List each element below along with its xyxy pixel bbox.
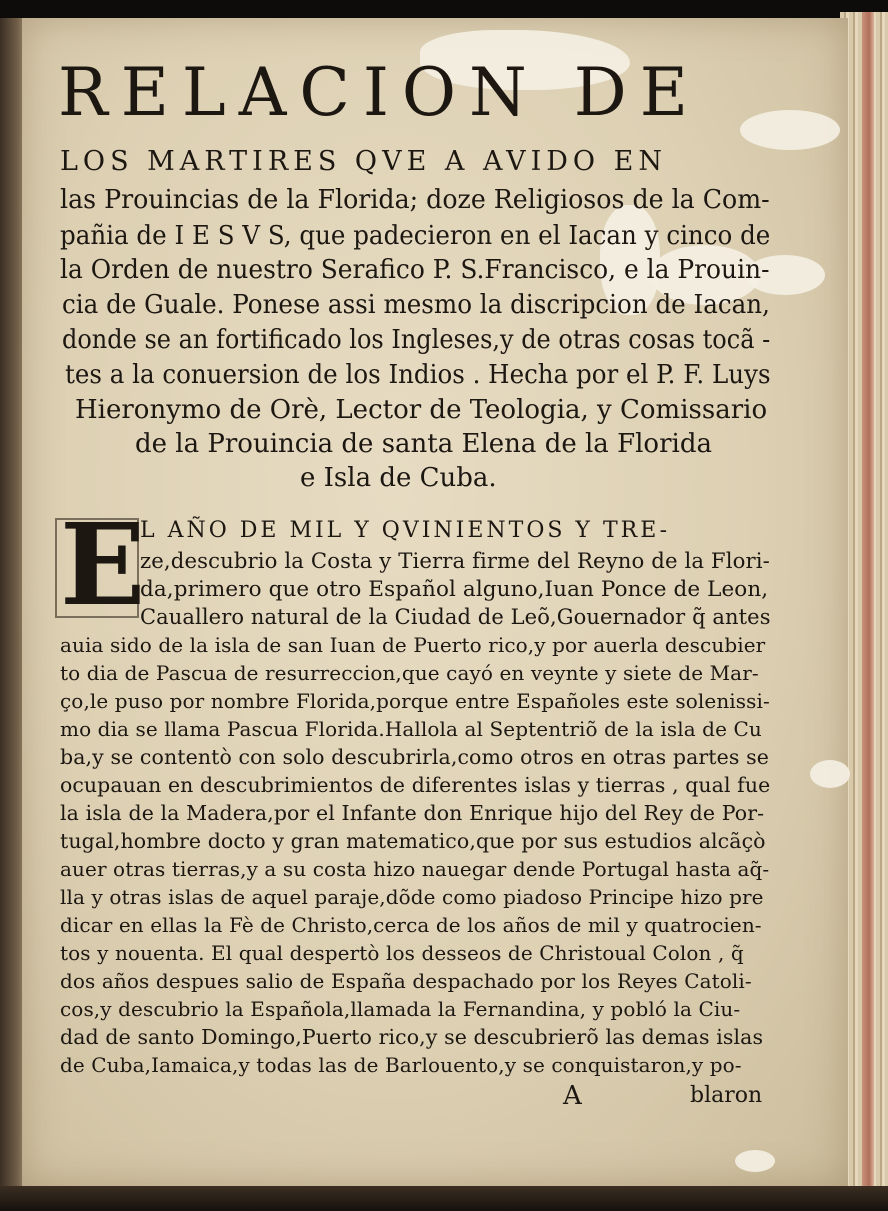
body-line: ba,y se contentò con solo descubrirla,como otros en otras partes se xyxy=(60,745,769,769)
title-line: la Orden de nuestro Serafico P. S.Francisco, e la Prouin- xyxy=(60,255,770,285)
scan-bottom-border xyxy=(0,1186,888,1211)
body-line: mo dia se llama Pascua Florida.Hallola al Septentriõ de la isla de Cu xyxy=(60,717,762,741)
paper-stain xyxy=(735,1150,775,1172)
title-line: donde se an fortificado los Ingleses,y de otras cosas tocã - xyxy=(62,325,771,355)
signature-mark: A xyxy=(563,1081,582,1111)
body-line: de Cuba,Iamaica,y todas las de Barlouento,y se conquistaron,y po- xyxy=(60,1053,742,1077)
page-title: RELACION DE xyxy=(58,54,701,131)
title-line: e Isla de Cuba. xyxy=(300,463,497,493)
body-line: ze,descubrio la Costa y Tierra firme del Reyno de la Flori- xyxy=(140,549,770,574)
body-line: dos años despues salio de España despachado por los Reyes Catoli- xyxy=(60,969,752,993)
title-line: pañia de I E S V S, que padecieron en el Iacan y cinco de xyxy=(60,221,771,251)
body-line: tugal,hombre docto y gran matematico,que por sus estudios alcãçò xyxy=(60,829,766,853)
body-line: Cauallero natural de la Ciudad de Leõ,Gouernador q̃ antes xyxy=(140,605,771,630)
body-line: cos,y descubrio la Española,llamada la Fernandina, y pobló la Ciu- xyxy=(60,997,741,1021)
catchword: blaron xyxy=(690,1083,763,1108)
body-line: ço,le puso por nombre Florida,porque entre Españoles este solenissi- xyxy=(60,689,770,713)
body-line: auia sido de la isla de san Iuan de Puerto rico,y por auerla descubier xyxy=(60,633,766,657)
drop-cap-initial: E xyxy=(60,500,146,631)
paper-stain xyxy=(740,110,840,150)
title-line: LOS MARTIRES QVE A AVIDO EN xyxy=(60,146,667,177)
title-line: de la Prouincia de santa Elena de la Florida xyxy=(135,429,712,459)
body-line: da,primero que otro Español alguno,Iuan Ponce de Leon, xyxy=(140,577,769,602)
title-line: tes a la conuersion de los Indios . Hecha por el P. F. Luys xyxy=(65,360,771,390)
paper-stain xyxy=(810,760,850,788)
body-line: lla y otras islas de aquel paraje,dõde como piadoso Principe hizo pre xyxy=(60,885,764,909)
red-page-edge xyxy=(862,12,874,1192)
body-line: to dia de Pascua de resurreccion,que cayó en veynte y siete de Mar- xyxy=(60,661,759,685)
body-line: dad de santo Domingo,Puerto rico,y se descubrierõ las demas islas xyxy=(60,1025,764,1049)
title-line: las Prouincias de la Florida; doze Religiosos de la Com- xyxy=(60,185,770,215)
body-line: tos y nouenta. El qual despertò los desseos de Christoual Colon , q̃ xyxy=(60,941,744,965)
body-line: dicar en ellas la Fè de Christo,cerca de los años de mil y quatrocien- xyxy=(60,913,762,937)
body-line: auer otras tierras,y a su costa hizo nauegar dende Portugal hasta aq̃- xyxy=(60,857,770,881)
body-line: ocupauan en descubrimientos de diferentes islas y tierras , qual fue xyxy=(60,773,771,797)
body-line: L AÑO DE MIL Y QVINIENTOS Y TRE- xyxy=(140,518,671,543)
title-line: cia de Guale. Ponese assi mesmo la discripcion de Iacan, xyxy=(62,290,770,320)
title-line: Hieronymo de Orè, Lector de Teologia, y Comissario xyxy=(75,395,768,425)
body-line: la isla de la Madera,por el Infante don Enrique hijo del Rey de Por- xyxy=(60,801,765,825)
